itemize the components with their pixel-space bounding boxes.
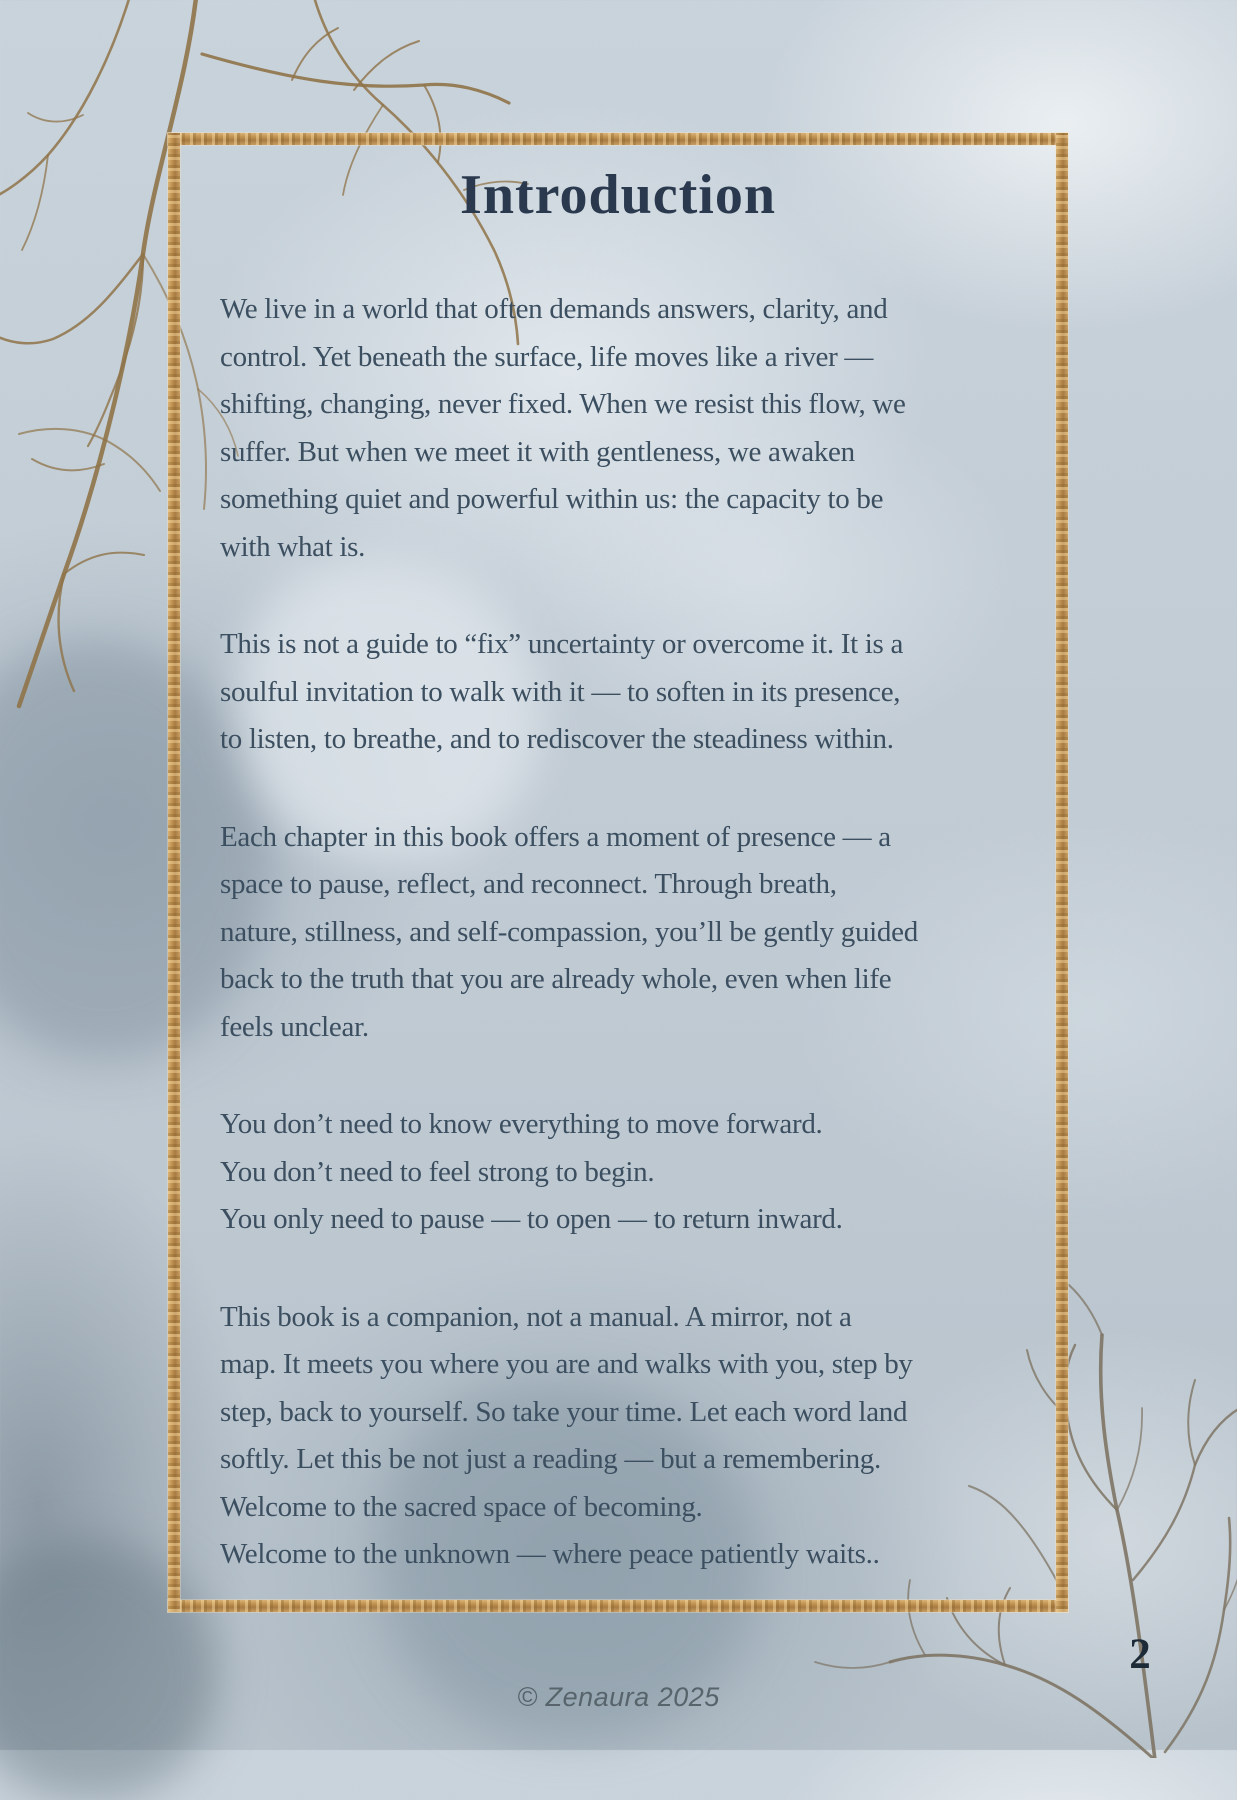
page-number: 2 (1129, 1631, 1151, 1678)
paragraph (220, 286, 1016, 571)
text-line: Welcome to the sacred space of becoming. (220, 1490, 703, 1523)
copyright-footer: © Zenaura 2025 (517, 1682, 720, 1712)
text-line: soulful invitation to walk with it — to soften in its presence, (220, 675, 901, 708)
text-line: We live in a world that often demands answers, clarity, and (220, 293, 888, 325)
text-line: This book is a companion, not a manual. A mirror, not a (220, 1300, 852, 1333)
text-line: softly. Let this be not just a reading — but a remembering. (220, 1443, 881, 1475)
page-title: Introduction (460, 164, 776, 226)
text-line: back to the truth that you are already whole, even when life (220, 963, 892, 995)
frame-border-right (1056, 133, 1068, 1612)
text-line: This is not a guide to “fix” uncertainty or overcome it. It is a (220, 628, 904, 660)
text-line: step, back to yourself. So take your time. Let each word land (220, 1395, 908, 1428)
paragraph (220, 814, 1016, 1052)
paragraph (220, 1294, 1016, 1579)
text-line: shifting, changing, never fixed. When we resist this flow, we (220, 388, 906, 420)
text-line: feels unclear. (220, 1010, 369, 1043)
text-line: Welcome to the unknown — where peace patiently waits.. (220, 1538, 880, 1570)
text-line: You don’t need to know everything to move forward. (220, 1108, 823, 1140)
text-line: control. Yet beneath the surface, life moves like a river — (220, 340, 874, 373)
text-line: suffer. But when we meet it with gentleness, we awaken (220, 435, 855, 468)
text-line: to listen, to breathe, and to rediscover the steadiness within. (220, 723, 894, 755)
body-paragraphs (220, 286, 1016, 1579)
text-line: You only need to pause — to open — to return inward. (220, 1203, 843, 1235)
text-line: nature, stillness, and self-compassion, you’ll be gently guided (220, 915, 918, 948)
text-line: with what is. (220, 530, 366, 563)
text-line: space to pause, reflect, and reconnect. Through breath, (220, 868, 837, 900)
gold-frame (168, 133, 1068, 1612)
text-line: something quiet and powerful within us: the capacity to be (220, 483, 884, 515)
text-line: You don’t need to feel strong to begin. (220, 1155, 655, 1188)
text-line: Each chapter in this book offers a moment of presence — a (220, 820, 891, 853)
frame-border-left (168, 133, 180, 1612)
frame-border-bottom (168, 1600, 1068, 1612)
paragraph (220, 1101, 1016, 1244)
paragraph (220, 621, 1016, 764)
page-content (220, 133, 1016, 1579)
text-line: map. It meets you where you are and walks with you, step by (220, 1348, 913, 1380)
